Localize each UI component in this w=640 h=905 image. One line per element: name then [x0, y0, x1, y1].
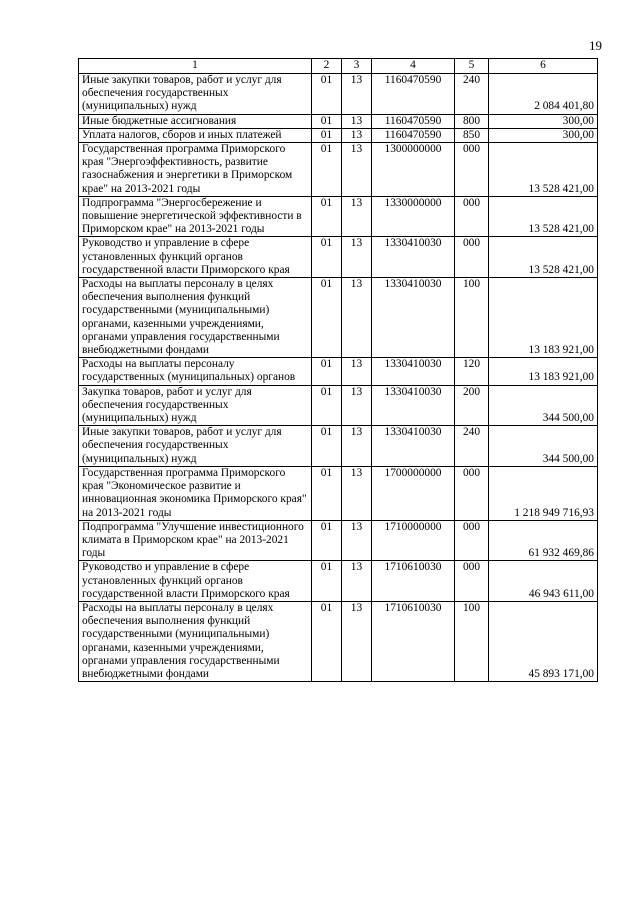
row-expense-type: 240	[455, 426, 489, 467]
row-target-code: 1710610030	[372, 561, 455, 602]
header-col-6: 6	[489, 59, 598, 74]
table-row	[79, 358, 598, 385]
header-col-3: 3	[342, 59, 372, 74]
row-target-code: 1330410030	[372, 237, 455, 278]
row-target-code: 1160470590	[372, 114, 455, 128]
table-row	[79, 74, 598, 115]
row-expense-type: 000	[455, 196, 489, 237]
row-subsection: 13	[342, 466, 372, 520]
row-target-code: 1710610030	[372, 601, 455, 681]
row-expense-type: 000	[455, 466, 489, 520]
table-row	[79, 601, 598, 681]
row-name: Руководство и управление в сфере установленных функций органов государственной власти Приморского края	[79, 237, 312, 278]
row-name: Государственная программа Приморского края "Энергоэффективность, развитие газоснабжения и энергетики в Приморском крае" на 2013-2021 годы	[79, 143, 312, 197]
row-section: 01	[312, 358, 342, 385]
row-name: Расходы на выплаты персоналу в целях обеспечения выполнения функций государственными (муниципальными) органами, казенными учреждениями, органами управления государственными внебюджетными фондами	[79, 278, 312, 358]
row-target-code: 1300000000	[372, 143, 455, 197]
row-name: Иные бюджетные ассигнования	[79, 114, 312, 128]
row-target-code: 1160470590	[372, 74, 455, 115]
row-section: 01	[312, 561, 342, 602]
row-amount: 13 528 421,00	[489, 143, 598, 197]
row-amount: 13 183 921,00	[489, 358, 598, 385]
row-subsection: 13	[342, 561, 372, 602]
row-name: Подпрограмма "Энергосбережение и повышение энергетической эффективности в Приморском крае" на 2013-2021 годы	[79, 196, 312, 237]
row-section: 01	[312, 426, 342, 467]
row-subsection: 13	[342, 601, 372, 681]
row-name: Иные закупки товаров, работ и услуг для обеспечения государственных (муниципальных) нужд	[79, 74, 312, 115]
row-section: 01	[312, 601, 342, 681]
table-row	[79, 561, 598, 602]
row-target-code: 1330410030	[372, 426, 455, 467]
row-section: 01	[312, 196, 342, 237]
row-name: Иные закупки товаров, работ и услуг для обеспечения государственных (муниципальных) нужд	[79, 426, 312, 467]
table-row	[79, 196, 598, 237]
row-amount: 61 932 469,86	[489, 520, 598, 561]
row-subsection: 13	[342, 114, 372, 128]
row-subsection: 13	[342, 520, 372, 561]
table-row	[79, 237, 598, 278]
row-subsection: 13	[342, 74, 372, 115]
row-amount: 344 500,00	[489, 426, 598, 467]
row-target-code: 1330410030	[372, 278, 455, 358]
row-target-code: 1330410030	[372, 358, 455, 385]
row-section: 01	[312, 114, 342, 128]
row-subsection: 13	[342, 196, 372, 237]
row-expense-type: 000	[455, 561, 489, 602]
row-section: 01	[312, 143, 342, 197]
row-amount: 13 183 921,00	[489, 278, 598, 358]
row-target-code: 1330410030	[372, 385, 455, 426]
row-section: 01	[312, 74, 342, 115]
row-name: Государственная программа Приморского края "Экономическое развитие и инновационная экономика Приморского края" на 2013-2021 годы	[79, 466, 312, 520]
row-target-code: 1710000000	[372, 520, 455, 561]
row-expense-type: 850	[455, 128, 489, 142]
row-subsection: 13	[342, 426, 372, 467]
table-row	[79, 128, 598, 142]
row-expense-type: 120	[455, 358, 489, 385]
row-section: 01	[312, 520, 342, 561]
row-expense-type: 000	[455, 520, 489, 561]
header-col-4: 4	[372, 59, 455, 74]
header-col-5: 5	[455, 59, 489, 74]
row-expense-type: 800	[455, 114, 489, 128]
row-expense-type: 240	[455, 74, 489, 115]
row-amount: 2 084 401,80	[489, 74, 598, 115]
table-row	[79, 114, 598, 128]
row-amount: 46 943 611,00	[489, 561, 598, 602]
row-name: Расходы на выплаты персоналу государственных (муниципальных) органов	[79, 358, 312, 385]
table-row	[79, 143, 598, 197]
row-expense-type: 200	[455, 385, 489, 426]
row-section: 01	[312, 128, 342, 142]
row-expense-type: 100	[455, 278, 489, 358]
row-name: Закупка товаров, работ и услуг для обеспечения государственных (муниципальных) нужд	[79, 385, 312, 426]
row-name: Расходы на выплаты персоналу в целях обеспечения выполнения функций государственными (муниципальными) органами, казенными учреждениями, органами управления государственными внебюджетными фондами	[79, 601, 312, 681]
row-subsection: 13	[342, 128, 372, 142]
table-row	[79, 466, 598, 520]
row-name: Подпрограмма "Улучшение инвестиционного климата в Приморском крае" на 2013-2021 годы	[79, 520, 312, 561]
row-amount: 13 528 421,00	[489, 237, 598, 278]
row-amount: 344 500,00	[489, 385, 598, 426]
row-section: 01	[312, 237, 342, 278]
row-target-code: 1700000000	[372, 466, 455, 520]
row-subsection: 13	[342, 143, 372, 197]
row-target-code: 1160470590	[372, 128, 455, 142]
header-row	[79, 59, 598, 74]
header-col-2: 2	[312, 59, 342, 74]
page-number: 19	[589, 38, 602, 53]
row-section: 01	[312, 278, 342, 358]
row-expense-type: 000	[455, 143, 489, 197]
row-amount: 13 528 421,00	[489, 196, 598, 237]
row-expense-type: 100	[455, 601, 489, 681]
row-name: Уплата налогов, сборов и иных платежей	[79, 128, 312, 142]
row-subsection: 13	[342, 237, 372, 278]
row-amount: 1 218 949 716,93	[489, 466, 598, 520]
table-row	[79, 520, 598, 561]
row-subsection: 13	[342, 358, 372, 385]
row-section: 01	[312, 385, 342, 426]
budget-table	[78, 58, 598, 682]
table-row	[79, 385, 598, 426]
row-amount: 300,00	[489, 114, 598, 128]
row-expense-type: 000	[455, 237, 489, 278]
row-target-code: 1330000000	[372, 196, 455, 237]
header-col-1: 1	[79, 59, 312, 74]
row-subsection: 13	[342, 278, 372, 358]
table-row	[79, 278, 598, 358]
row-name: Руководство и управление в сфере установленных функций органов государственной власти Приморского края	[79, 561, 312, 602]
table-row	[79, 426, 598, 467]
row-amount: 45 893 171,00	[489, 601, 598, 681]
row-amount: 300,00	[489, 128, 598, 142]
row-subsection: 13	[342, 385, 372, 426]
row-section: 01	[312, 466, 342, 520]
